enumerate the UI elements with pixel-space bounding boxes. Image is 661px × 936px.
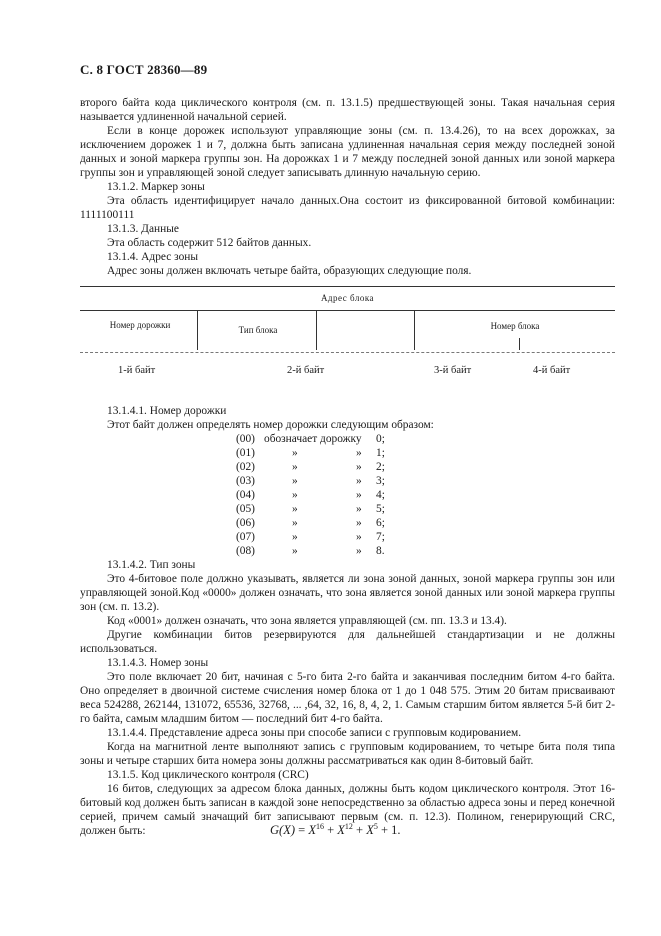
section-heading-zone-address: 13.1.4. Адрес зоны — [107, 251, 199, 263]
table-divider — [316, 310, 317, 350]
paragraph: Когда на магнитной ленте выполняют запись с групповым кодированием, то четыре бита поля типа зоны и четыре старших бита номера зоны должны рассматриваться как один 8-битовый байт. — [80, 741, 615, 767]
paragraph: Это поле включает 20 бит, начиная с 5-го бита 2-го байта и заканчивая последним битом 4-го байта. Оно определяет в двоичной системе счисления номер блока от 1 до 1 048 575. Этим 20 битам присваивают веса 524288, 262144, 131072, 65536, 32768, ... ,64, 32, 16, 8, 4, 2, 1. Самым старшим битом является 5-й бит 2-го байта, самым младшим битом — последний бит 4-го байта. — [80, 671, 615, 725]
list-item: (07) » » 7; — [236, 531, 385, 543]
table-title: Адрес блока — [320, 293, 375, 303]
section-heading-group-coding: 13.1.4.4. Представление адреса зоны при способе записи с групповым кодированием. — [107, 727, 522, 739]
paragraph: второго байта кода циклического контроля (см. п. 13.1.5) предшествующей зоны. Такая начальная серия называется удлиненной начальной серией. — [80, 97, 615, 123]
zone-fields-section — [80, 558, 615, 838]
list-item: (05) » » 5; — [236, 503, 385, 515]
byte-label: 4-й байт — [533, 365, 571, 376]
intro-section — [80, 96, 615, 278]
page-header: С. 8 ГОСТ 28360—89 — [80, 62, 208, 77]
list-item: (03) » » 3; — [236, 475, 385, 487]
byte-label: 1-й байт — [118, 365, 156, 376]
section-heading-zone-type: 13.1.4.2. Тип зоны — [107, 559, 196, 571]
crc-polynomial-formula: $G(X) = X^{16} + X^{12} + X^5 + 1$. — [270, 822, 401, 838]
table-divider — [519, 338, 520, 350]
column-track-number: Номер дорожки — [109, 320, 171, 330]
table-divider — [197, 310, 198, 350]
paragraph: Адрес зоны должен включать четыре байта, образующих следующие поля. — [107, 265, 472, 277]
list-item: (00) обозначает дорожку 0; — [236, 433, 385, 445]
column-block-number: Номер блока — [490, 321, 540, 331]
section-heading-track-number: 13.1.4.1. Номер дорожки — [107, 405, 227, 417]
section-heading-data: 13.1.3. Данные — [107, 223, 179, 235]
list-item: (04) » » 4; — [236, 489, 385, 501]
section-heading-zone-number: 13.1.4.3. Номер зоны — [107, 657, 209, 669]
paragraph: Эта область идентифицирует начало данных.Она состоит из фиксированной битовой комбинации: 1111100111 — [80, 195, 615, 221]
track-code-list — [236, 432, 396, 558]
list-item: (06) » » 6; — [236, 517, 385, 529]
table-divider — [414, 310, 415, 350]
table-divider — [80, 286, 615, 287]
paragraph: 16 битов, следующих за адресом блока данных, должны быть кодом циклического контроля. Этот 16-битовый код должен быть записан в каждой зоне непосредственно за областью адреса зоны и перед конечной серией, причем самый значащий бит записывают первым (см. п. 12.3). Полином, генерирующий CRC, должен быть: — [80, 783, 615, 837]
section-heading-crc: 13.1.5. Код циклического контроля (CRC) — [107, 769, 309, 781]
paragraph: Это 4-битовое поле должно указывать, является ли зона зоной данных, зоной маркера группы зон или управляющей зоной.Код «0000» должен означать, что зона является зоной данных или зоной маркера группы зон (см. п. 13.2). — [80, 573, 615, 613]
column-block-type: Тип блока — [238, 325, 278, 335]
paragraph: Эта область содержит 512 байтов данных. — [107, 237, 312, 249]
byte-label: 3-й байт — [434, 365, 472, 376]
paragraph: Если в конце дорожек используют управляющие зоны (см. п. 13.4.26), то на всех дорожках, за исключением дорожек 1 и 7, должна быть записана удлиненная начальная серия между последней зоной данных и зоной маркера группы зон. На дорожках 1 и 7 между последней зоной данных или зоной маркера группы зон и управляющей зоной следует записывать длинную начальную серию. — [80, 125, 615, 179]
paragraph: Другие комбинации битов резервируются для дальнейшей стандартизации и не должны использоваться. — [80, 629, 615, 655]
byte-label: 2-й байт — [287, 365, 325, 376]
list-item: (08) » » 8. — [236, 545, 385, 557]
list-item: (01) » » 1; — [236, 447, 385, 459]
track-number-section — [80, 404, 615, 432]
list-item: (02) » » 2; — [236, 461, 385, 473]
section-heading-zone-marker: 13.1.2. Маркер зоны — [107, 181, 205, 193]
table-divider — [80, 352, 615, 353]
paragraph: Этот байт должен определять номер дорожки следующим образом: — [107, 419, 434, 431]
table-divider — [80, 310, 615, 311]
paragraph: Код «0001» должен означать, что зона является управляющей (см. пп. 13.3 и 13.4). — [107, 615, 507, 627]
